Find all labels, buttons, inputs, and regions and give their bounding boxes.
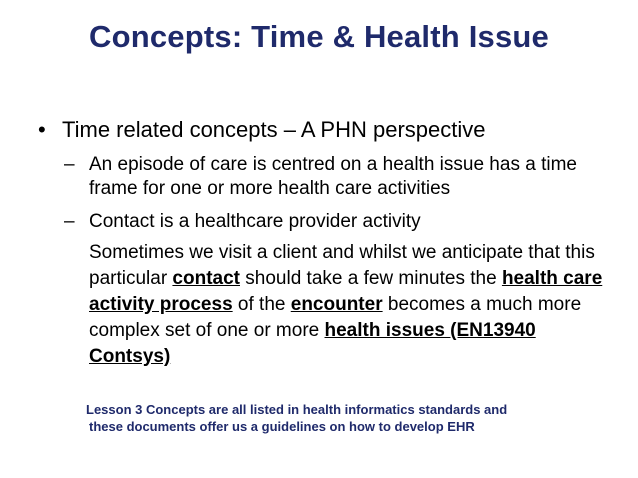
note-line-1: Lesson 3 Concepts are all listed in health informatics standards and <box>86 402 508 417</box>
term-health-issues-link[interactable]: health issues (EN13940 Contsys) <box>89 320 536 367</box>
paragraph-text: of the <box>232 294 291 315</box>
term-encounter: encounter <box>290 294 383 315</box>
bullet-marker: • <box>38 117 46 142</box>
paragraph-text: should take a few minutes the <box>240 268 502 289</box>
main-bullet <box>38 117 486 143</box>
sub-bullet-contact <box>64 210 609 234</box>
sub-bullet-text: Contact is a healthcare provider activity <box>89 211 421 232</box>
sub-bullet-episode <box>64 153 609 201</box>
lesson-note <box>86 401 606 435</box>
term-health-care-activity-process: health care activity process <box>89 268 603 315</box>
paragraph-text: becomes a much more complex set of one or more <box>89 294 582 341</box>
dash-marker: – <box>64 154 75 175</box>
slide-title: Concepts: Time & Health Issue <box>88 19 549 54</box>
term-contact: contact <box>172 268 240 289</box>
explanation-paragraph <box>89 240 609 370</box>
dash-marker: – <box>64 211 75 232</box>
note-line-2: these documents offer us a guidelines on how to develop EHR <box>89 419 475 434</box>
sub-bullet-text: An episode of care is centred on a health issue has a time frame for one or more health care activities <box>89 154 577 199</box>
main-bullet-text: Time related concepts – A PHN perspective <box>62 117 486 142</box>
paragraph-text: Sometimes we visit a client and whilst we anticipate that this particular <box>89 242 595 289</box>
